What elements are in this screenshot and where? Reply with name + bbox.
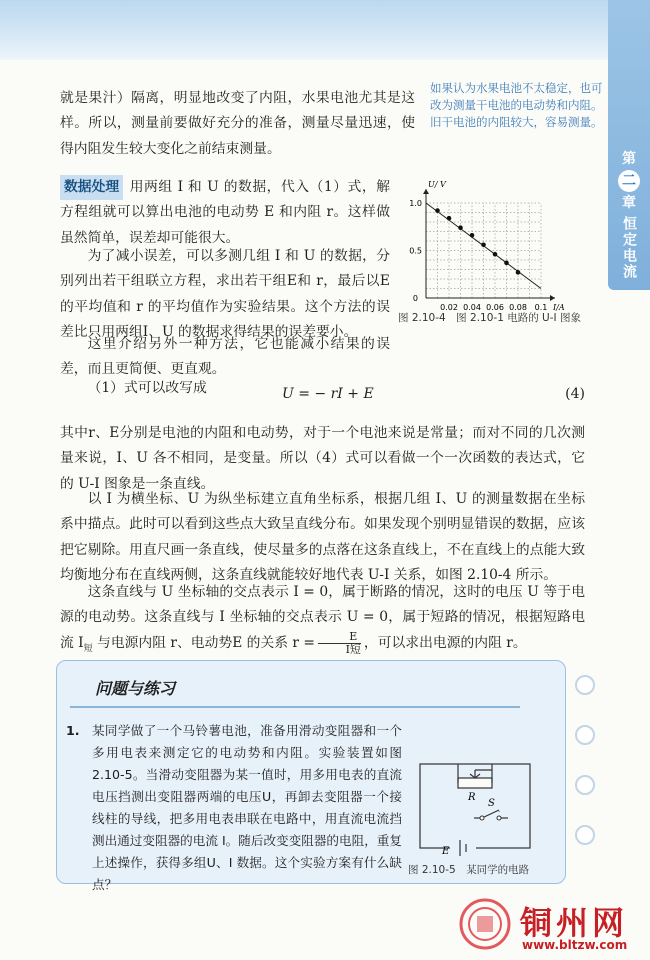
label-e: E	[442, 846, 450, 856]
exercise-text: 某同学做了一个马铃薯电池，准备用滑动变阻器和一个多用电表来测定它的电动势和内阻。实验装置如图 2.10-5。当滑动变阻器为某一值时，用多用电表的直流电压挡测出变阻器两端的电压U，再卸去变阻器一个接线柱的导线，把多用电表串联在电路中，用直流电流挡测出通过变阻器的电流 I。随后改变变阻器的电阻，重复上述操作，获得多组U、I 数据。这个实验方案有什么缺点？	[92, 723, 402, 892]
figure-4-caption: 图 2.10-4 图 2.10-1 电路的 U-I 图象	[398, 312, 581, 324]
binder-ring	[575, 775, 595, 795]
watermark-url: www.bltzw.com	[522, 938, 628, 952]
label-s: S	[488, 798, 495, 809]
fraction-denominator: I短	[318, 643, 361, 656]
exercise-number: 1.	[66, 723, 80, 738]
data-point	[458, 225, 463, 230]
intercept-text-c: ，可以求出电源的内阻 r。	[363, 634, 527, 651]
chapter-number: 二	[618, 170, 640, 192]
data-processing-heading: 数据处理	[60, 175, 123, 201]
x-axis-arrow	[550, 295, 555, 301]
exercise-title-rule	[70, 706, 520, 708]
fraction-e-over-ishort	[318, 631, 361, 656]
x-axis-label: I/A	[553, 303, 565, 312]
label-r: R	[468, 792, 476, 803]
top-band	[0, 0, 650, 60]
paragraph-another-method: 这里介绍另外一种方法，它也能减小结果的误差，而且更简便、更直观。	[60, 335, 390, 378]
data-point	[435, 208, 440, 213]
binder-ring	[575, 825, 595, 845]
x-tick-label: 0.02	[440, 303, 458, 312]
y-tick-label: 0.5	[409, 246, 422, 256]
chapter-title: 恒定电流	[621, 216, 637, 280]
x-tick-label: 0.06	[486, 303, 504, 312]
data-processing-text: 用两组 I 和 U 的数据，代入（1）式，解方程组就可以算出电池的电动势 E 和内阻 r。这样做虽然简单，误差却可能很大。	[60, 178, 390, 246]
exercise-title: 问题与练习	[95, 679, 176, 698]
paragraph-intercept	[60, 580, 585, 662]
chapter-label	[614, 150, 644, 280]
binder-ring	[575, 675, 595, 695]
paragraph-where: 其中r、E分别是电池的内阻和电动势，对于一个电池来说是常量；而对不同的几次测量来说，I、U 各不相同，是变量。所以（4）式可以看做一个一次函数的表达式，它的 U-I 图象是一条直线。	[60, 424, 585, 492]
chapter-suffix: 章	[622, 195, 636, 211]
binder-ring	[575, 725, 595, 745]
x-tick-label: 0.04	[463, 303, 481, 312]
equation-formula: U = − rI + E	[282, 386, 374, 402]
data-point	[516, 270, 521, 275]
paragraph-rewrite: （1）式可以改写成	[87, 379, 207, 396]
data-point	[447, 216, 452, 221]
watermark-logo-icon	[457, 896, 513, 952]
paragraph-top: 就是果汁）隔离，明显地改变了内阻，水果电池尤其是这样。所以，测量前要做好充分的准备，测量尽量迅速，使得内阻发生较大变化之前结束测量。	[60, 89, 415, 157]
side-note: 如果认为水果电池不太稳定，也可改为测量干电池的电动势和内阻。旧干电池的内阻较大，容易测量。	[430, 81, 603, 129]
data-point	[470, 233, 475, 238]
data-point	[504, 261, 509, 266]
intercept-text-b: 与电源内阻 r、电动势E 的关系 r =	[92, 634, 315, 651]
paragraph-plot: 以 I 为横坐标、U 为纵坐标建立直角坐标系，根据几组 I、U 的测量数据在坐标系中描点。此时可以看到这些点大致呈直线分布。如果发现个别明显错误的数据，应该把它剔除。用直尺画一条直线，使尽量多的点落在这条直线上，不在直线上的点能大致均衡地分布在直线两侧，这条直线就能较好地代表 U-I 关系，如图 2.10-4 所示。	[60, 490, 585, 584]
equation-number: (4)	[565, 386, 585, 402]
paragraph-reduce-error: 为了减小误差，可以多测几组 I 和 U 的数据，分别列出若干组联立方程，求出若干组E和 r，最后以E的平均值和 r 的平均值作为实验结果。这个方法的误差比只用两组I、U 的数据求得结果的误差要小。	[60, 247, 390, 341]
intercept-text-a: 这条直线与 U 坐标轴的交点表示 I = 0，属于断路的情况，这时的电压 U 等于电源的电动势。这条直线与 I 坐标轴的交点表示 U = 0，属于短路的情况，根据短路电流 I	[60, 583, 585, 651]
y-tick-label: 1.0	[409, 199, 422, 208]
fraction-numerator: E	[349, 629, 358, 643]
origin-label: 0	[412, 294, 418, 303]
data-point	[481, 243, 486, 248]
chapter-prefix: 第	[622, 151, 636, 167]
circuit-diagram	[410, 756, 540, 856]
short-subscript: 短	[83, 643, 93, 654]
x-tick-label: 0.08	[509, 303, 527, 312]
figure-5-caption: 图 2.10-5 某同学的电路	[408, 864, 530, 876]
watermark-name: 铜州网	[520, 904, 629, 942]
y-axis-arrow	[423, 189, 429, 194]
resistor-r	[458, 778, 492, 788]
paragraph-data-processing	[60, 175, 390, 252]
y-axis-label: U/ V	[428, 180, 446, 189]
x-tick-label: 0.1	[534, 303, 548, 312]
data-point	[493, 252, 498, 257]
